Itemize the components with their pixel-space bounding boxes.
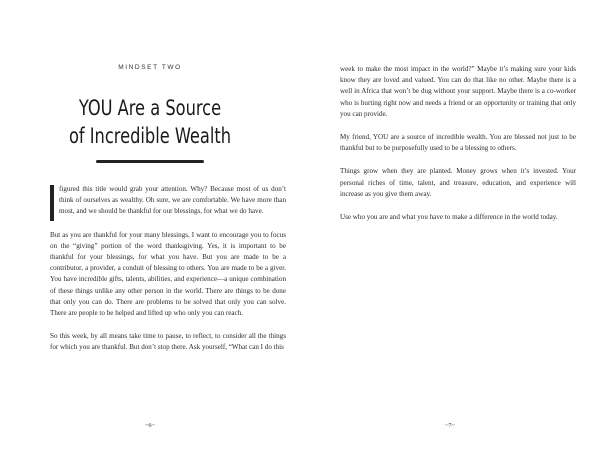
paragraph: week to make the most impact in the world?” Maybe it’s making sure your kids know they are loved and valued. You can do that like no other. Maybe there is a well in Africa that won’t be dug without your support. Maybe there is a co-worker who is hurting right now and needs a friend or an opportunity or training that only you can provide.	[340, 65, 576, 118]
paragraph: Use who you are and what you have to make a difference in the world today.	[340, 213, 558, 222]
paragraph: So this week, by all means take time to pause, to reflect, to consider all the things for which you are thankful. But don’t stop there. Ask yourself, “What can I do this	[50, 332, 286, 352]
title-underline-rule	[96, 160, 204, 163]
page-number: ~6~	[145, 423, 155, 429]
page-number: ~7~	[445, 423, 455, 429]
chapter-kicker: MINDSET TWO	[118, 64, 182, 71]
chapter-title-line-1: YOU Are a Source	[78, 96, 222, 120]
paragraph-text: figured this title would grab your attention. Why? Because most of us don’t think of ourselves as wealthy. Oh sure, we are comfortable. We have more than most, and we should be thankful for our blessings, for what we do have.	[59, 185, 286, 216]
right-body-text	[340, 64, 576, 235]
chapter-title	[55, 94, 244, 150]
drop-cap-i	[50, 185, 54, 221]
chapter-title-line-2: of Incredible Wealth	[68, 124, 232, 148]
paragraph	[50, 184, 286, 218]
paragraph: Things grow when they are planted. Money grows when it’s invested. Your personal riches of time, talent, and treasure, education, and experience will increase as you give them away.	[340, 167, 576, 198]
left-body-text	[50, 184, 286, 366]
paragraph: But as you are thankful for your many blessings, I want to encourage you to focus on the “giving” portion of the word thanksgiving. Yes, it is important to be thankful for your blessings, for what you have. But you are made to be a contributor, a provider, a conduit of blessing to others. You are made to be a giver. You have incredible gifts, talents, abilities, and experience—a unique combination of these things unlike any other person in the world. There are things to be done that only you can do. There are problems to be solved that only you can solve. There are people to be helped and lifted up who only you can reach.	[50, 230, 286, 318]
right-page	[300, 0, 600, 456]
paragraph: My friend, YOU are a source of incredible wealth. You are blessed not just to be thankful but to be purposefully used to be a blessing to others.	[340, 133, 576, 153]
